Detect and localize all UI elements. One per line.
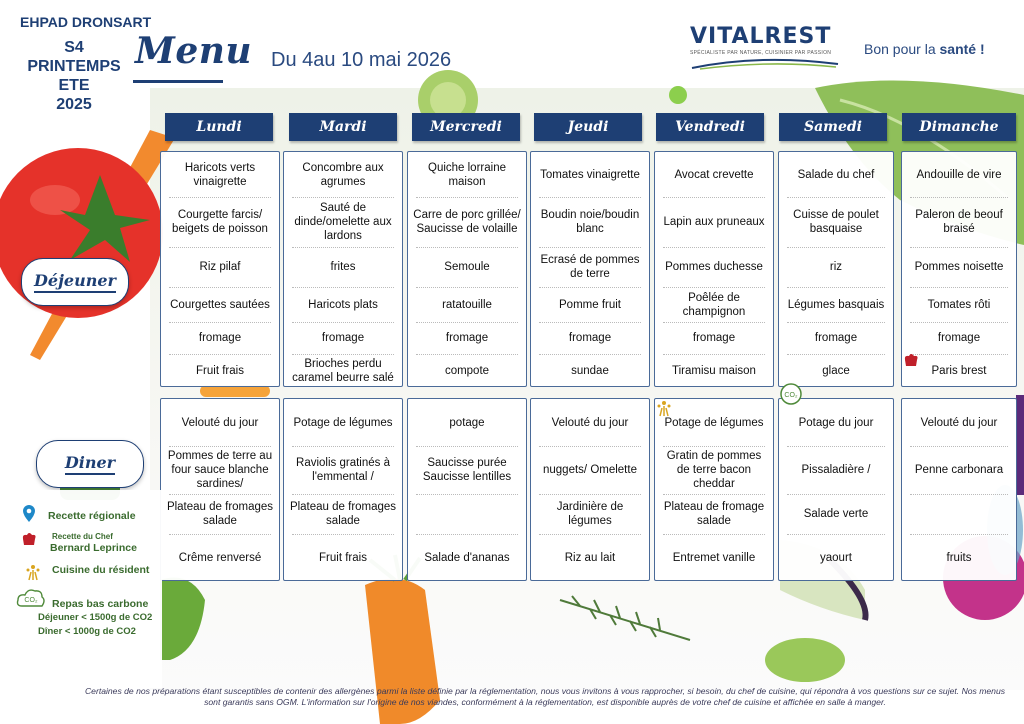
row-separator [910, 354, 1008, 355]
row-separator [416, 322, 518, 323]
column-lunch-mardi [283, 151, 403, 387]
dish-cell: Crême renversé [178, 552, 262, 564]
row-separator [787, 534, 885, 535]
dish-cell: Poêlée de champignon [682, 291, 746, 318]
dish-cell: Paris brest [931, 365, 987, 377]
dish-cell: Cuisse de poulet basquaise [793, 209, 879, 235]
slogan-text: Bon pour la [864, 41, 940, 57]
column-dinner-vendredi [654, 398, 774, 581]
day-header-vendredi: Vendredi [656, 113, 764, 141]
dish-cell: Légumes basquais [787, 298, 885, 311]
dish-cell: fromage [321, 332, 365, 344]
row-separator [416, 354, 518, 355]
dish-cell [408, 494, 526, 534]
row-separator [910, 446, 1008, 447]
dish-cell: compote [444, 365, 490, 377]
row-separator [663, 446, 765, 447]
dish-cell: Courgettes sautées [170, 298, 270, 311]
dish-cell: Andouille de vire [916, 168, 1002, 181]
dish-cell: fromage [568, 332, 612, 344]
dish-cell: Potage du jour [798, 416, 874, 429]
row-separator [787, 354, 885, 355]
column-dinner-jeudi [530, 398, 650, 581]
dish-cell: Tiramisu maison [672, 365, 756, 377]
column-dinner-mardi [283, 398, 403, 581]
dish-cell: Salade verte [803, 508, 869, 520]
slogan [864, 41, 985, 57]
legend-chef-name: Bernard Leprince [50, 542, 137, 554]
row-separator [787, 247, 885, 248]
legend-regional: Recette régionale [48, 510, 136, 522]
row-separator [910, 287, 1008, 288]
row-separator [910, 247, 1008, 248]
row-separator [539, 322, 641, 323]
dish-cell: Pommes noisette [914, 261, 1004, 273]
co2-icon [779, 382, 803, 406]
dish-cell: Salade du chef [797, 168, 875, 181]
allergen-disclaimer: Certaines de nos préparations étant susceptibles de contenir des allergènes parmi la liste définie par la réglementation, nous vous invitons à vous rapprocher, si besoin, du chef de cuisine, qui répondra à vos questions sur ce sujet. Nos menus sont garantis sans OGM. L'information sur l'origine de nos viandes, conformément à la réglementation, est disponible auprès de votre chef de cuisine et affichée en salle à manger. [84, 686, 1006, 707]
row-separator [539, 287, 641, 288]
row-separator [416, 446, 518, 447]
column-lunch-vendredi [654, 151, 774, 387]
row-separator [910, 534, 1008, 535]
row-separator [663, 534, 765, 535]
legend-chef-label: Recette du Chef [52, 532, 113, 541]
chef-hat-icon [20, 531, 38, 549]
dish-cell: Courgette farcis/ beigets de poisson [172, 209, 268, 235]
day-header-samedi: Samedi [779, 113, 887, 141]
dish-cell: Jardinière de légumes [556, 501, 624, 527]
column-lunch-mercredi [407, 151, 527, 387]
row-separator [787, 494, 885, 495]
row-separator [539, 197, 641, 198]
dish-cell: yaourt [820, 552, 852, 564]
dish-cell: frites [330, 261, 356, 273]
dish-cell: Salade d'ananas [424, 552, 510, 564]
menu-title-underline [133, 80, 223, 83]
dish-cell: Pomme fruit [559, 298, 621, 311]
row-separator [539, 247, 641, 248]
row-separator [169, 197, 271, 198]
legend-low-carbon-dinner: Dîner < 1000g de CO2 [38, 626, 136, 637]
dish-cell: Fruit frais [319, 552, 367, 564]
legend-resident: Cuisine du résident [52, 564, 150, 576]
column-dinner-samedi [778, 398, 894, 581]
dish-cell: Penne carbonara [914, 464, 1004, 476]
lunch-label [21, 258, 129, 306]
row-separator [663, 494, 765, 495]
dish-cell: Boudin noie/boudin blanc [540, 209, 640, 235]
row-separator [292, 322, 394, 323]
row-separator [663, 287, 765, 288]
dish-cell: Gratin de pommes de terre bacon cheddar [666, 450, 762, 490]
row-separator [416, 287, 518, 288]
dish-cell: fromage [692, 332, 736, 344]
week-line: 2025 [56, 96, 92, 113]
brand-tagline: SPÉCIALISTE PAR NATURE, CUISINIER PAR PASSION [690, 50, 832, 56]
dish-cell: Plateau de fromage salade [663, 501, 765, 527]
dish-cell: Tomates rôti [927, 298, 991, 311]
dish-cell: Riz pilaf [199, 261, 241, 273]
row-separator [539, 446, 641, 447]
dish-cell: fromage [937, 332, 981, 344]
dish-cell: Haricots plats [308, 298, 378, 311]
co2-icon-text: CO₂ [784, 392, 798, 399]
date-range: Du 4au 10 mai 2026 [271, 49, 452, 71]
dish-cell: fromage [445, 332, 489, 344]
row-separator [663, 354, 765, 355]
day-header-mercredi: Mercredi [412, 113, 520, 141]
row-separator [292, 534, 394, 535]
dish-cell: sundae [571, 365, 609, 377]
dish-cell: Pommes duchesse [665, 261, 763, 273]
dish-cell: Velouté du jour [551, 416, 629, 429]
column-lunch-samedi [778, 151, 894, 387]
row-separator [292, 197, 394, 198]
legend-low-carbon: Repas bas carbone [52, 598, 149, 610]
dish-cell: Brioches perdu caramel beurre salé [292, 358, 394, 384]
column-lunch-lundi [160, 151, 280, 387]
dish-cell: Carre de porc grillée/ Saucisse de volaille [413, 209, 521, 235]
menu-title: Menu [135, 30, 253, 72]
dish-cell: Entremet vanille [672, 552, 756, 564]
dish-cell: fruits [946, 552, 972, 564]
slogan-bold: santé ! [939, 41, 985, 57]
dinner-label [36, 440, 144, 488]
row-separator [169, 354, 271, 355]
row-separator [292, 247, 394, 248]
dish-cell: Potage de légumes [664, 416, 764, 429]
dish-cell: Plateau de fromages salade [166, 501, 274, 527]
dish-cell [902, 494, 1016, 534]
dish-cell: Saucisse purée Saucisse lentilles [422, 457, 512, 483]
row-separator [292, 494, 394, 495]
row-separator [169, 534, 271, 535]
day-header-jeudi: Jeudi [534, 113, 642, 141]
dish-cell: riz [829, 261, 843, 273]
day-header-dimanche: Dimanche [902, 113, 1016, 141]
row-separator [169, 446, 271, 447]
dish-cell: Tomates vinaigrette [540, 168, 640, 181]
dish-cell: fromage [814, 332, 858, 344]
legend-low-carbon-lunch: Déjeuner < 1500g de CO2 [38, 612, 153, 623]
dish-cell: Pissaladière / [801, 464, 871, 476]
row-separator [787, 322, 885, 323]
column-dinner-dimanche [901, 398, 1017, 581]
row-separator [169, 322, 271, 323]
row-separator [416, 197, 518, 198]
dish-cell: potage [449, 416, 485, 429]
resident-icon [655, 399, 673, 417]
day-header-mardi: Mardi [289, 113, 397, 141]
brand-swoosh-icon [690, 56, 840, 70]
row-separator [169, 247, 271, 248]
dish-cell: Semoule [444, 261, 490, 273]
dish-cell: Pommes de terre au four sauce blanche sardines/ [167, 450, 273, 490]
dish-cell: nuggets/ Omelette [543, 464, 637, 476]
row-separator [910, 494, 1008, 495]
dish-cell: Paleron de beouf braisé [915, 209, 1003, 235]
row-separator [292, 354, 394, 355]
dish-cell: glace [822, 365, 850, 377]
resident-legend-icon [24, 563, 42, 581]
dish-cell: Fruit frais [196, 365, 244, 377]
dish-cell: Avocat crevette [674, 168, 754, 181]
dish-cell: Concombre aux agrumes [302, 161, 384, 188]
row-separator [539, 494, 641, 495]
day-header-lundi: Lundi [165, 113, 273, 141]
site-name: EHPAD DRONSART [20, 14, 152, 30]
row-separator [663, 197, 765, 198]
column-dinner-mercredi [407, 398, 527, 581]
dish-cell: Plateau de fromages salade [289, 501, 397, 527]
legend [0, 490, 162, 688]
brand-name: VITALREST [690, 24, 832, 49]
dish-cell: fromage [198, 332, 242, 344]
week-line: S4 [64, 39, 84, 56]
brand-logo [690, 24, 840, 75]
chef-recipe-icon [902, 352, 920, 370]
row-separator [787, 446, 885, 447]
row-separator [169, 494, 271, 495]
dish-cell: Riz au lait [564, 552, 616, 564]
dish-cell: Potage de légumes [293, 416, 393, 429]
dish-cell: Raviolis gratinés à l'emmental / [296, 457, 390, 483]
row-separator [539, 354, 641, 355]
row-separator [787, 197, 885, 198]
dish-cell: Velouté du jour [181, 416, 259, 429]
week-line: PRINTEMPS [27, 58, 121, 75]
column-dinner-lundi [160, 398, 280, 581]
location-pin-icon [22, 505, 36, 523]
dish-cell: Sauté de dinde/omelette aux lardons [294, 202, 392, 242]
row-separator [169, 287, 271, 288]
dish-cell: Haricots verts vinaigrette [184, 161, 256, 188]
lunch-label-text: Déjeuner [34, 271, 116, 293]
row-separator [416, 534, 518, 535]
row-separator [539, 534, 641, 535]
dish-cell: Ecrasé de pommes de terre [540, 254, 640, 280]
row-separator [663, 247, 765, 248]
row-separator [292, 446, 394, 447]
dish-cell: Velouté du jour [920, 416, 998, 429]
co2-cloud-icon-text: CO₂ [24, 597, 38, 604]
column-lunch-jeudi [530, 151, 650, 387]
dinner-label-text: Diner [65, 453, 115, 475]
row-separator [292, 287, 394, 288]
dish-cell: Quiche lorraine maison [428, 161, 506, 188]
row-separator [910, 197, 1008, 198]
row-separator [416, 494, 518, 495]
dish-cell: Lapin aux pruneaux [663, 216, 765, 228]
row-separator [416, 247, 518, 248]
week-label [18, 38, 130, 114]
dish-cell: ratatouille [442, 298, 492, 311]
row-separator [787, 287, 885, 288]
week-line: ETE [58, 77, 90, 94]
row-separator [663, 322, 765, 323]
row-separator [910, 322, 1008, 323]
co2-cloud-icon [16, 586, 46, 610]
